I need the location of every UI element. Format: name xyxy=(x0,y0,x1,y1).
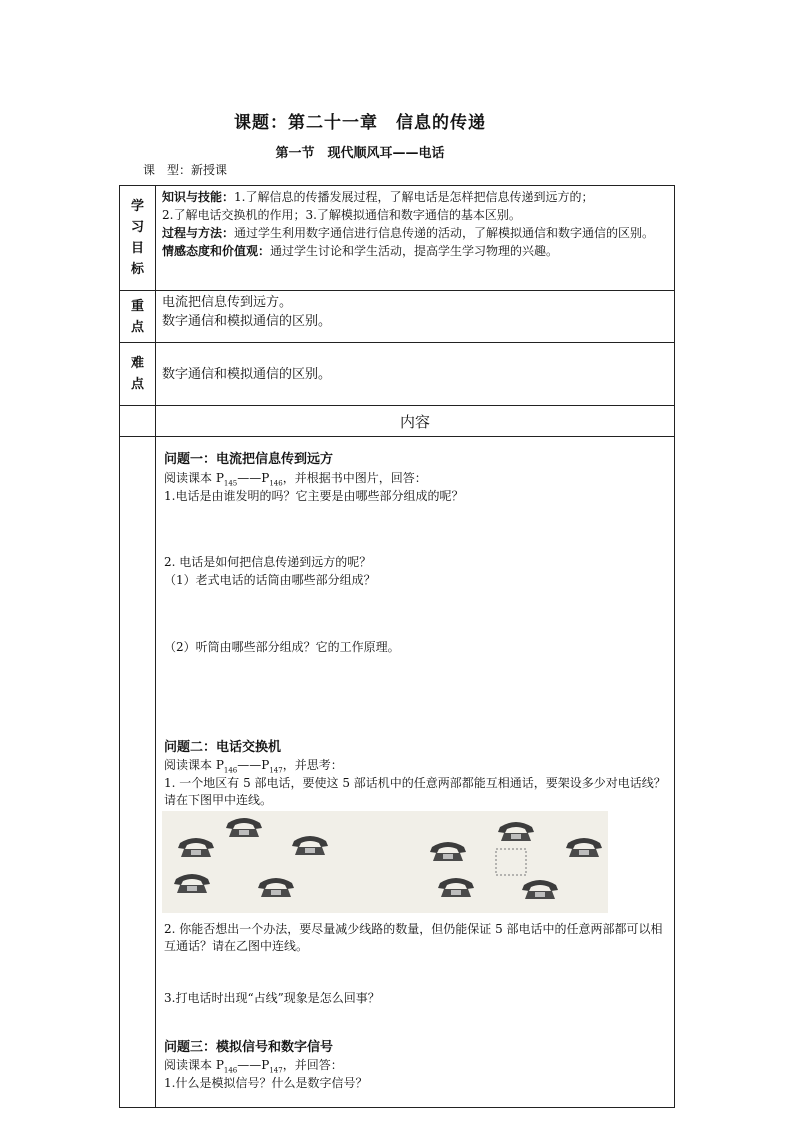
telephone-figure-svg xyxy=(162,811,608,913)
knowledge-text-2: 2.了解电话交换机的作用；3.了解模拟通信和数字通信的基本区别。 xyxy=(162,208,521,222)
key-point-2: 数字通信和模拟通信的区别。 xyxy=(162,314,332,329)
content-body-row xyxy=(120,437,675,1108)
telephone-icon xyxy=(430,842,466,861)
key-points-label: 重 点 xyxy=(120,291,156,343)
q3-reading: 阅读课本 $P_{146}——P_{147}$，并回答： xyxy=(164,1058,343,1075)
emotion-text: 通过学生讨论和学生活动，提高学生学习物理的兴趣。 xyxy=(270,244,559,258)
q2-item2: 2. 你能否想出一个办法，要尽量减少线路的数量，但仍能保证 5 部电话中的任意两部都可以相互通话？请在乙图中连线。 xyxy=(164,922,663,953)
q1-reading: 阅读课本 $P_{145}——P_{146}$，并根据书中图片，回答： xyxy=(164,471,427,488)
title-chapter: 课题：第二十一章 xyxy=(234,113,378,133)
q1-item2a: （1）老式电话的话筒由哪些部分组成？ xyxy=(164,573,376,587)
objectives-text xyxy=(156,186,675,291)
q1-item2: 2. 电话是如何把信息传递到远方的呢？ xyxy=(164,555,372,569)
knowledge-text-1: 1.了解信息的传播发展过程，了解电话是怎样把信息传递到远方的； xyxy=(234,190,594,204)
difficult-point-1: 数字通信和模拟通信的区别。 xyxy=(162,366,332,382)
title-topic: 信息的传递 xyxy=(396,113,486,133)
telephone-network-figure xyxy=(162,811,608,913)
process-text: 通过学生利用数字通信进行信息传递的活动，了解模拟通信和数字通信的区别。 xyxy=(234,226,655,240)
q1-heading: 问题一：电流把信息传到远方 xyxy=(164,452,334,467)
content-header: 内容 xyxy=(156,406,675,437)
content-header-spacer xyxy=(120,406,156,437)
content-body xyxy=(156,437,675,1108)
telephone-icon xyxy=(438,878,474,897)
exchange-box xyxy=(496,849,526,875)
q3-heading: 问题三：模拟信号和数字信号 xyxy=(164,1040,334,1055)
telephone-icon xyxy=(226,818,262,837)
telephone-icon xyxy=(498,822,534,841)
page-title xyxy=(0,108,720,133)
objectives-row xyxy=(120,186,675,291)
q1-item1: 1.电话是由谁发明的吗？它主要是由哪些部分组成的呢？ xyxy=(164,489,464,503)
telephone-icon xyxy=(178,838,214,857)
objectives-label: 学 习 目 标 xyxy=(120,186,156,291)
telephone-icon xyxy=(566,838,602,857)
process-label: 过程与方法： xyxy=(162,226,235,240)
content-left-spacer xyxy=(120,437,156,1108)
lesson-plan-table xyxy=(119,185,675,1108)
key-point-1: 电流把信息传到远方。 xyxy=(162,295,293,310)
difficult-points-text xyxy=(156,343,675,406)
q2-item3: 3.打电话时出现“占线”现象是怎么回事？ xyxy=(164,991,380,1005)
q1-item2b: （2）听筒由哪些部分组成？它的工作原理。 xyxy=(164,640,400,654)
difficult-points-label: 难 点 xyxy=(120,343,156,406)
telephone-icon xyxy=(292,836,328,855)
knowledge-label: 知识与技能： xyxy=(162,190,235,204)
q3-item1: 1.什么是模拟信号？什么是数字信号？ xyxy=(164,1076,368,1090)
lesson-type: 课 型：新授课 xyxy=(143,163,228,177)
difficult-points-row xyxy=(120,343,675,406)
emotion-label: 情感态度和价值观： xyxy=(162,244,271,258)
telephone-icon xyxy=(258,878,294,897)
q2-item1: 1. 一个地区有 5 部电话，要使这 5 部话机中的任意两部都能互相通话，要架设多少对电话线？请在下图甲中连线。 xyxy=(164,776,666,807)
q2-reading: 阅读课本 $P_{146}——P_{147}$，并思考： xyxy=(164,758,343,775)
content-header-row xyxy=(120,406,675,437)
section-subtitle: 第一节 现代顺风耳——电话 xyxy=(275,146,445,161)
q2-heading: 问题二：电话交换机 xyxy=(164,740,282,755)
key-points-row xyxy=(120,291,675,343)
key-points-text xyxy=(156,291,675,343)
telephone-icon xyxy=(174,874,210,893)
telephone-icon xyxy=(522,880,558,899)
